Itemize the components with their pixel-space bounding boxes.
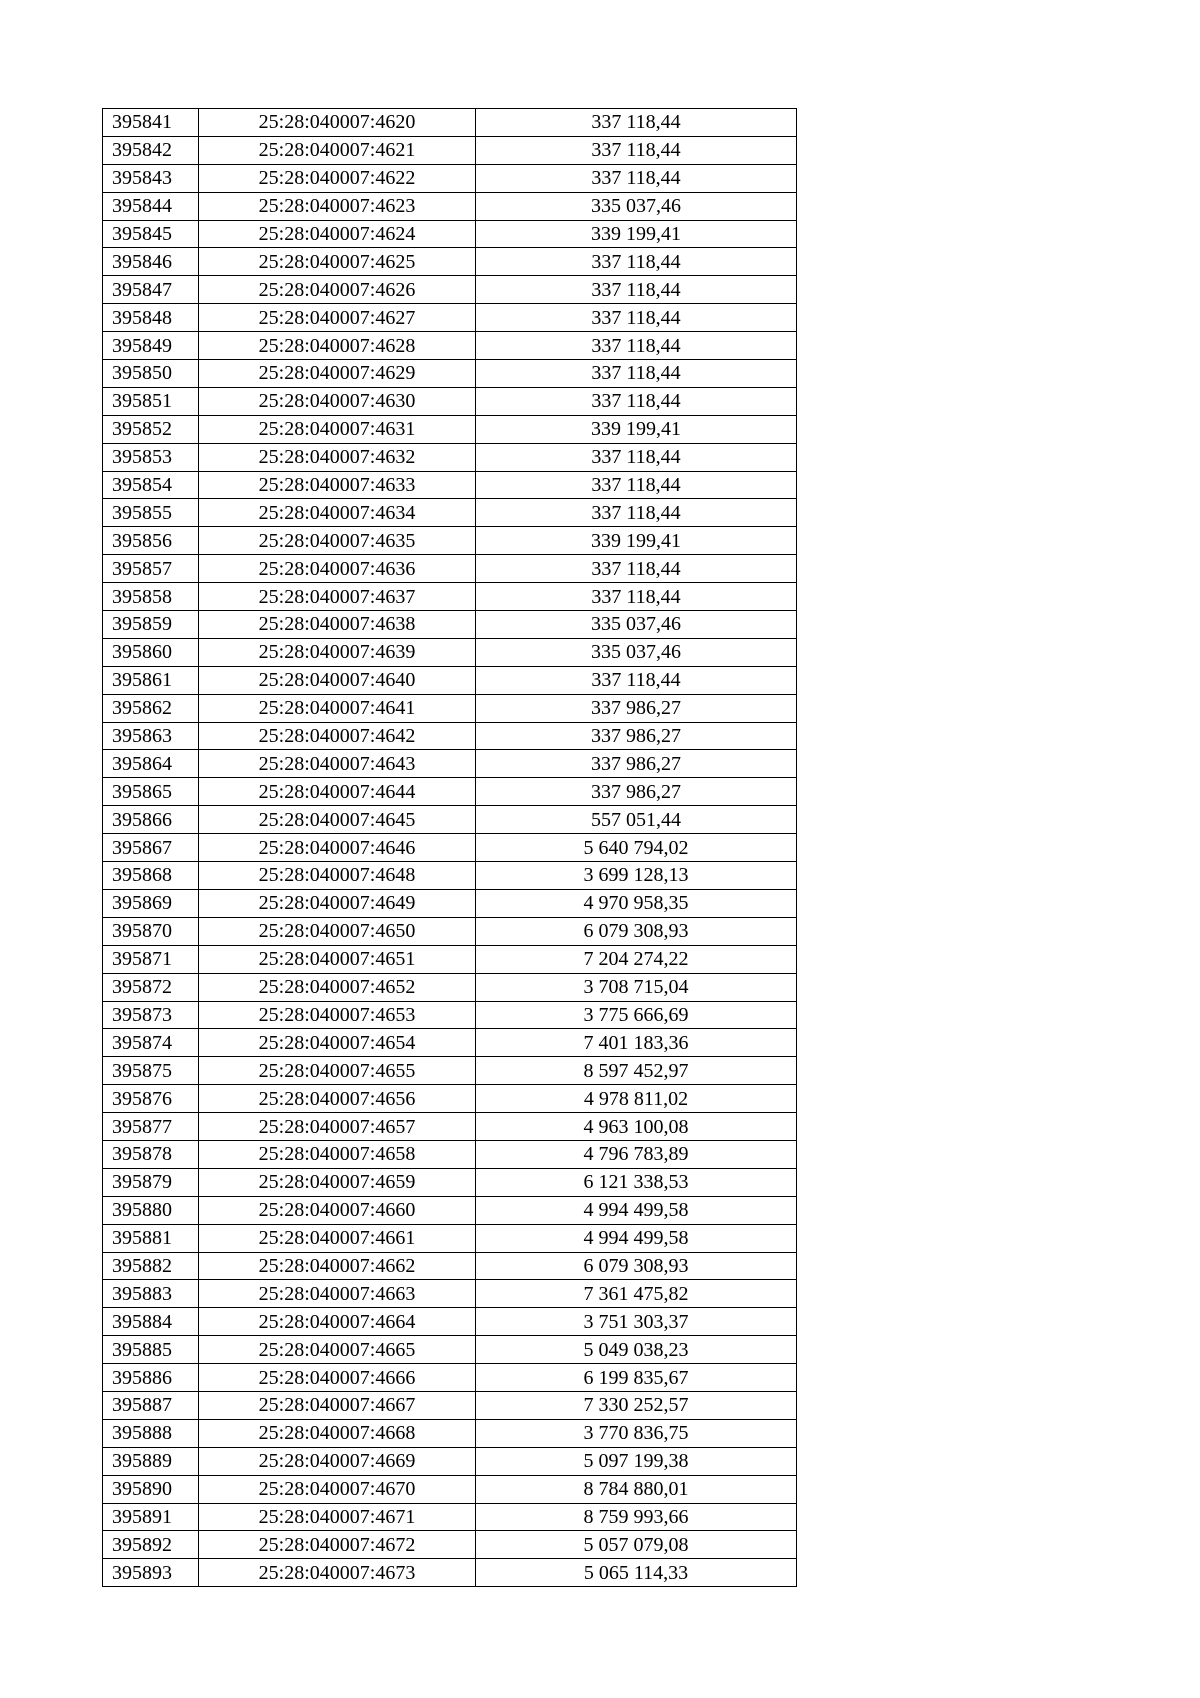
value-cell: 3 751 303,37 [476,1308,797,1336]
row-number-cell: 395870 [103,917,199,945]
cadastral-number-cell: 25:28:040007:4643 [199,750,476,778]
value-cell: 337 118,44 [476,276,797,304]
cadastral-number-cell: 25:28:040007:4637 [199,583,476,611]
value-cell: 337 118,44 [476,443,797,471]
value-cell: 6 199 835,67 [476,1364,797,1392]
table-row [103,1168,797,1196]
cadastral-number-cell: 25:28:040007:4627 [199,304,476,332]
value-cell: 7 204 274,22 [476,945,797,973]
row-number-cell: 395841 [103,109,199,137]
row-number-cell: 395871 [103,945,199,973]
row-number-cell: 395874 [103,1029,199,1057]
row-number-cell: 395851 [103,387,199,415]
table-row [103,499,797,527]
row-number-cell: 395862 [103,694,199,722]
value-cell: 337 118,44 [476,109,797,137]
table-row [103,1029,797,1057]
cadastral-number-cell: 25:28:040007:4620 [199,109,476,137]
value-cell: 3 775 666,69 [476,1001,797,1029]
row-number-cell: 395889 [103,1447,199,1475]
table-row [103,471,797,499]
value-cell: 3 708 715,04 [476,973,797,1001]
cadastral-number-cell: 25:28:040007:4672 [199,1531,476,1559]
value-cell: 5 049 038,23 [476,1336,797,1364]
cadastral-number-cell: 25:28:040007:4626 [199,276,476,304]
table-row [103,750,797,778]
value-cell: 5 640 794,02 [476,834,797,862]
row-number-cell: 395867 [103,834,199,862]
row-number-cell: 395879 [103,1168,199,1196]
value-cell: 4 994 499,58 [476,1224,797,1252]
row-number-cell: 395888 [103,1419,199,1447]
row-number-cell: 395884 [103,1308,199,1336]
table-row [103,1224,797,1252]
table-row [103,1419,797,1447]
table-row [103,583,797,611]
cadastral-number-cell: 25:28:040007:4646 [199,834,476,862]
value-cell: 337 118,44 [476,304,797,332]
cadastral-number-cell: 25:28:040007:4650 [199,917,476,945]
table-row [103,1447,797,1475]
value-cell: 6 079 308,93 [476,917,797,945]
table-row [103,1391,797,1419]
table-row [103,1364,797,1392]
value-cell: 337 118,44 [476,360,797,388]
value-cell: 337 118,44 [476,248,797,276]
row-number-cell: 395857 [103,555,199,583]
cadastral-number-cell: 25:28:040007:4633 [199,471,476,499]
row-number-cell: 395852 [103,415,199,443]
row-number-cell: 395865 [103,778,199,806]
table-row [103,1531,797,1559]
table-row [103,332,797,360]
cadastral-table [102,108,797,1587]
row-number-cell: 395877 [103,1113,199,1141]
cadastral-number-cell: 25:28:040007:4668 [199,1419,476,1447]
value-cell: 4 978 811,02 [476,1085,797,1113]
table-row [103,1503,797,1531]
value-cell: 8 784 880,01 [476,1475,797,1503]
table-row [103,611,797,639]
table-row [103,1252,797,1280]
value-cell: 5 057 079,08 [476,1531,797,1559]
value-cell: 4 796 783,89 [476,1140,797,1168]
row-number-cell: 395881 [103,1224,199,1252]
row-number-cell: 395893 [103,1559,199,1587]
table-row [103,806,797,834]
value-cell: 337 118,44 [476,387,797,415]
table-row [103,164,797,192]
value-cell: 339 199,41 [476,415,797,443]
table-row [103,1113,797,1141]
row-number-cell: 395880 [103,1196,199,1224]
value-cell: 337 986,27 [476,694,797,722]
value-cell: 337 986,27 [476,778,797,806]
value-cell: 337 118,44 [476,471,797,499]
table-row [103,360,797,388]
value-cell: 8 597 452,97 [476,1057,797,1085]
value-cell: 337 118,44 [476,666,797,694]
cadastral-number-cell: 25:28:040007:4658 [199,1140,476,1168]
cadastral-number-cell: 25:28:040007:4635 [199,527,476,555]
row-number-cell: 395886 [103,1364,199,1392]
value-cell: 8 759 993,66 [476,1503,797,1531]
value-cell: 4 963 100,08 [476,1113,797,1141]
row-number-cell: 395868 [103,862,199,890]
table-row [103,1140,797,1168]
cadastral-number-cell: 25:28:040007:4653 [199,1001,476,1029]
row-number-cell: 395853 [103,443,199,471]
value-cell: 5 097 199,38 [476,1447,797,1475]
table-row [103,1559,797,1587]
table-row [103,722,797,750]
table-row [103,1475,797,1503]
table-row [103,1057,797,1085]
value-cell: 337 986,27 [476,750,797,778]
cadastral-number-cell: 25:28:040007:4638 [199,611,476,639]
value-cell: 337 986,27 [476,722,797,750]
cadastral-number-cell: 25:28:040007:4640 [199,666,476,694]
cadastral-number-cell: 25:28:040007:4661 [199,1224,476,1252]
cadastral-number-cell: 25:28:040007:4651 [199,945,476,973]
cadastral-number-cell: 25:28:040007:4642 [199,722,476,750]
value-cell: 6 079 308,93 [476,1252,797,1280]
table-body [103,109,797,1587]
row-number-cell: 395860 [103,638,199,666]
cadastral-number-cell: 25:28:040007:4628 [199,332,476,360]
table-row [103,1336,797,1364]
cadastral-number-cell: 25:28:040007:4669 [199,1447,476,1475]
table-row [103,694,797,722]
table-row [103,638,797,666]
cadastral-number-cell: 25:28:040007:4639 [199,638,476,666]
value-cell: 339 199,41 [476,220,797,248]
row-number-cell: 395890 [103,1475,199,1503]
table-row [103,834,797,862]
value-cell: 7 361 475,82 [476,1280,797,1308]
cadastral-number-cell: 25:28:040007:4656 [199,1085,476,1113]
table-row [103,276,797,304]
table-row [103,109,797,137]
row-number-cell: 395854 [103,471,199,499]
cadastral-number-cell: 25:28:040007:4671 [199,1503,476,1531]
row-number-cell: 395887 [103,1391,199,1419]
row-number-cell: 395863 [103,722,199,750]
cadastral-number-cell: 25:28:040007:4659 [199,1168,476,1196]
value-cell: 337 118,44 [476,332,797,360]
cadastral-number-cell: 25:28:040007:4625 [199,248,476,276]
row-number-cell: 395872 [103,973,199,1001]
table-row [103,666,797,694]
table-row [103,555,797,583]
row-number-cell: 395869 [103,889,199,917]
cadastral-number-cell: 25:28:040007:4666 [199,1364,476,1392]
value-cell: 7 401 183,36 [476,1029,797,1057]
cadastral-number-cell: 25:28:040007:4623 [199,192,476,220]
cadastral-number-cell: 25:28:040007:4621 [199,136,476,164]
cadastral-number-cell: 25:28:040007:4630 [199,387,476,415]
cadastral-number-cell: 25:28:040007:4645 [199,806,476,834]
cadastral-number-cell: 25:28:040007:4641 [199,694,476,722]
cadastral-number-cell: 25:28:040007:4662 [199,1252,476,1280]
value-cell: 337 118,44 [476,555,797,583]
row-number-cell: 395892 [103,1531,199,1559]
cadastral-number-cell: 25:28:040007:4624 [199,220,476,248]
row-number-cell: 395866 [103,806,199,834]
cadastral-number-cell: 25:28:040007:4649 [199,889,476,917]
row-number-cell: 395876 [103,1085,199,1113]
table-row [103,248,797,276]
value-cell: 7 330 252,57 [476,1391,797,1419]
cadastral-number-cell: 25:28:040007:4652 [199,973,476,1001]
cadastral-number-cell: 25:28:040007:4622 [199,164,476,192]
value-cell: 5 065 114,33 [476,1559,797,1587]
cadastral-number-cell: 25:28:040007:4673 [199,1559,476,1587]
row-number-cell: 395849 [103,332,199,360]
value-cell: 3 770 836,75 [476,1419,797,1447]
row-number-cell: 395850 [103,360,199,388]
value-cell: 337 118,44 [476,499,797,527]
table-row [103,973,797,1001]
cadastral-number-cell: 25:28:040007:4648 [199,862,476,890]
row-number-cell: 395847 [103,276,199,304]
cadastral-number-cell: 25:28:040007:4634 [199,499,476,527]
table-row [103,945,797,973]
row-number-cell: 395843 [103,164,199,192]
cadastral-number-cell: 25:28:040007:4631 [199,415,476,443]
cadastral-number-cell: 25:28:040007:4629 [199,360,476,388]
value-cell: 557 051,44 [476,806,797,834]
value-cell: 335 037,46 [476,192,797,220]
table-row [103,136,797,164]
row-number-cell: 395845 [103,220,199,248]
table-row [103,1196,797,1224]
cadastral-number-cell: 25:28:040007:4663 [199,1280,476,1308]
row-number-cell: 395891 [103,1503,199,1531]
table-row [103,527,797,555]
cadastral-number-cell: 25:28:040007:4660 [199,1196,476,1224]
cadastral-number-cell: 25:28:040007:4670 [199,1475,476,1503]
row-number-cell: 395842 [103,136,199,164]
table-row [103,917,797,945]
table-row [103,387,797,415]
value-cell: 4 970 958,35 [476,889,797,917]
cadastral-number-cell: 25:28:040007:4632 [199,443,476,471]
row-number-cell: 395878 [103,1140,199,1168]
row-number-cell: 395875 [103,1057,199,1085]
cadastral-number-cell: 25:28:040007:4665 [199,1336,476,1364]
value-cell: 337 118,44 [476,136,797,164]
table-row [103,304,797,332]
row-number-cell: 395873 [103,1001,199,1029]
value-cell: 4 994 499,58 [476,1196,797,1224]
table-row [103,778,797,806]
value-cell: 337 118,44 [476,583,797,611]
cadastral-number-cell: 25:28:040007:4657 [199,1113,476,1141]
row-number-cell: 395855 [103,499,199,527]
row-number-cell: 395864 [103,750,199,778]
row-number-cell: 395861 [103,666,199,694]
row-number-cell: 395848 [103,304,199,332]
table-row [103,1085,797,1113]
row-number-cell: 395844 [103,192,199,220]
table-row [103,415,797,443]
cadastral-number-cell: 25:28:040007:4636 [199,555,476,583]
value-cell: 3 699 128,13 [476,862,797,890]
row-number-cell: 395883 [103,1280,199,1308]
table-row [103,220,797,248]
table-row [103,1280,797,1308]
row-number-cell: 395856 [103,527,199,555]
table-row [103,889,797,917]
row-number-cell: 395885 [103,1336,199,1364]
value-cell: 337 118,44 [476,164,797,192]
table-row [103,443,797,471]
value-cell: 335 037,46 [476,638,797,666]
row-number-cell: 395859 [103,611,199,639]
row-number-cell: 395846 [103,248,199,276]
table-row [103,1001,797,1029]
value-cell: 6 121 338,53 [476,1168,797,1196]
table-row [103,1308,797,1336]
table-row [103,862,797,890]
value-cell: 335 037,46 [476,611,797,639]
cadastral-number-cell: 25:28:040007:4644 [199,778,476,806]
row-number-cell: 395882 [103,1252,199,1280]
table-row [103,192,797,220]
cadastral-number-cell: 25:28:040007:4654 [199,1029,476,1057]
value-cell: 339 199,41 [476,527,797,555]
cadastral-number-cell: 25:28:040007:4655 [199,1057,476,1085]
cadastral-number-cell: 25:28:040007:4667 [199,1391,476,1419]
row-number-cell: 395858 [103,583,199,611]
cadastral-number-cell: 25:28:040007:4664 [199,1308,476,1336]
